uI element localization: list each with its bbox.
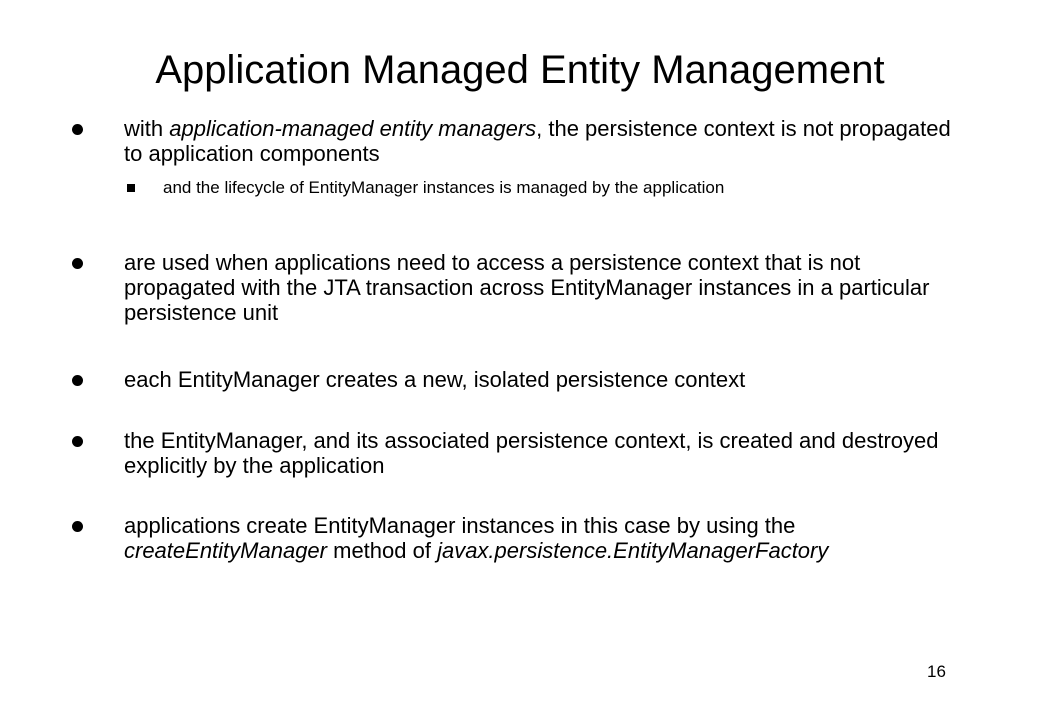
bullet-dot-icon xyxy=(72,124,83,135)
bullet-text-segment-italic: application-managed entity managers xyxy=(169,116,537,141)
bullet-dot-icon xyxy=(72,436,83,447)
bullet-dot-icon xyxy=(72,258,83,269)
bullet-item xyxy=(124,428,964,478)
bullet-item xyxy=(124,116,964,166)
bullet-text-segment: applications create EntityManager instances in this case by using the xyxy=(124,513,796,538)
bullet-text-segment: with xyxy=(124,116,170,141)
bullet-item xyxy=(124,513,964,563)
bullet-item xyxy=(124,250,964,325)
sub-bullet-item xyxy=(163,176,863,200)
bullet-text-segment: , the persistence context is not propagated to application components xyxy=(124,116,951,166)
bullet-text: the EntityManager, and its associated persistence context, is created and destroyed explicitly by the application xyxy=(124,428,939,478)
bullet-text: each EntityManager creates a new, isolated persistence context xyxy=(124,367,746,392)
bullet-text-segment-italic: createEntityManager xyxy=(124,538,327,563)
bullet-dot-icon xyxy=(72,375,83,386)
bullet-text-segment: method of xyxy=(327,538,438,563)
bullet-dot-icon xyxy=(72,521,83,532)
bullet-text: are used when applications need to access a persistence context that is not propagated with the JTA transaction across EntityManager instances in a particular persistence unit xyxy=(124,250,930,325)
page-number: 16 xyxy=(927,662,946,681)
slide-title: Application Managed Entity Management xyxy=(155,48,885,92)
bullet-text-segment-italic: javax.persistence.EntityManagerFactory xyxy=(437,538,829,563)
bullet-item xyxy=(124,367,964,392)
sub-bullet-text: and the lifecycle of EntityManager instances is managed by the application xyxy=(163,178,725,197)
square-bullet-icon xyxy=(127,184,135,192)
